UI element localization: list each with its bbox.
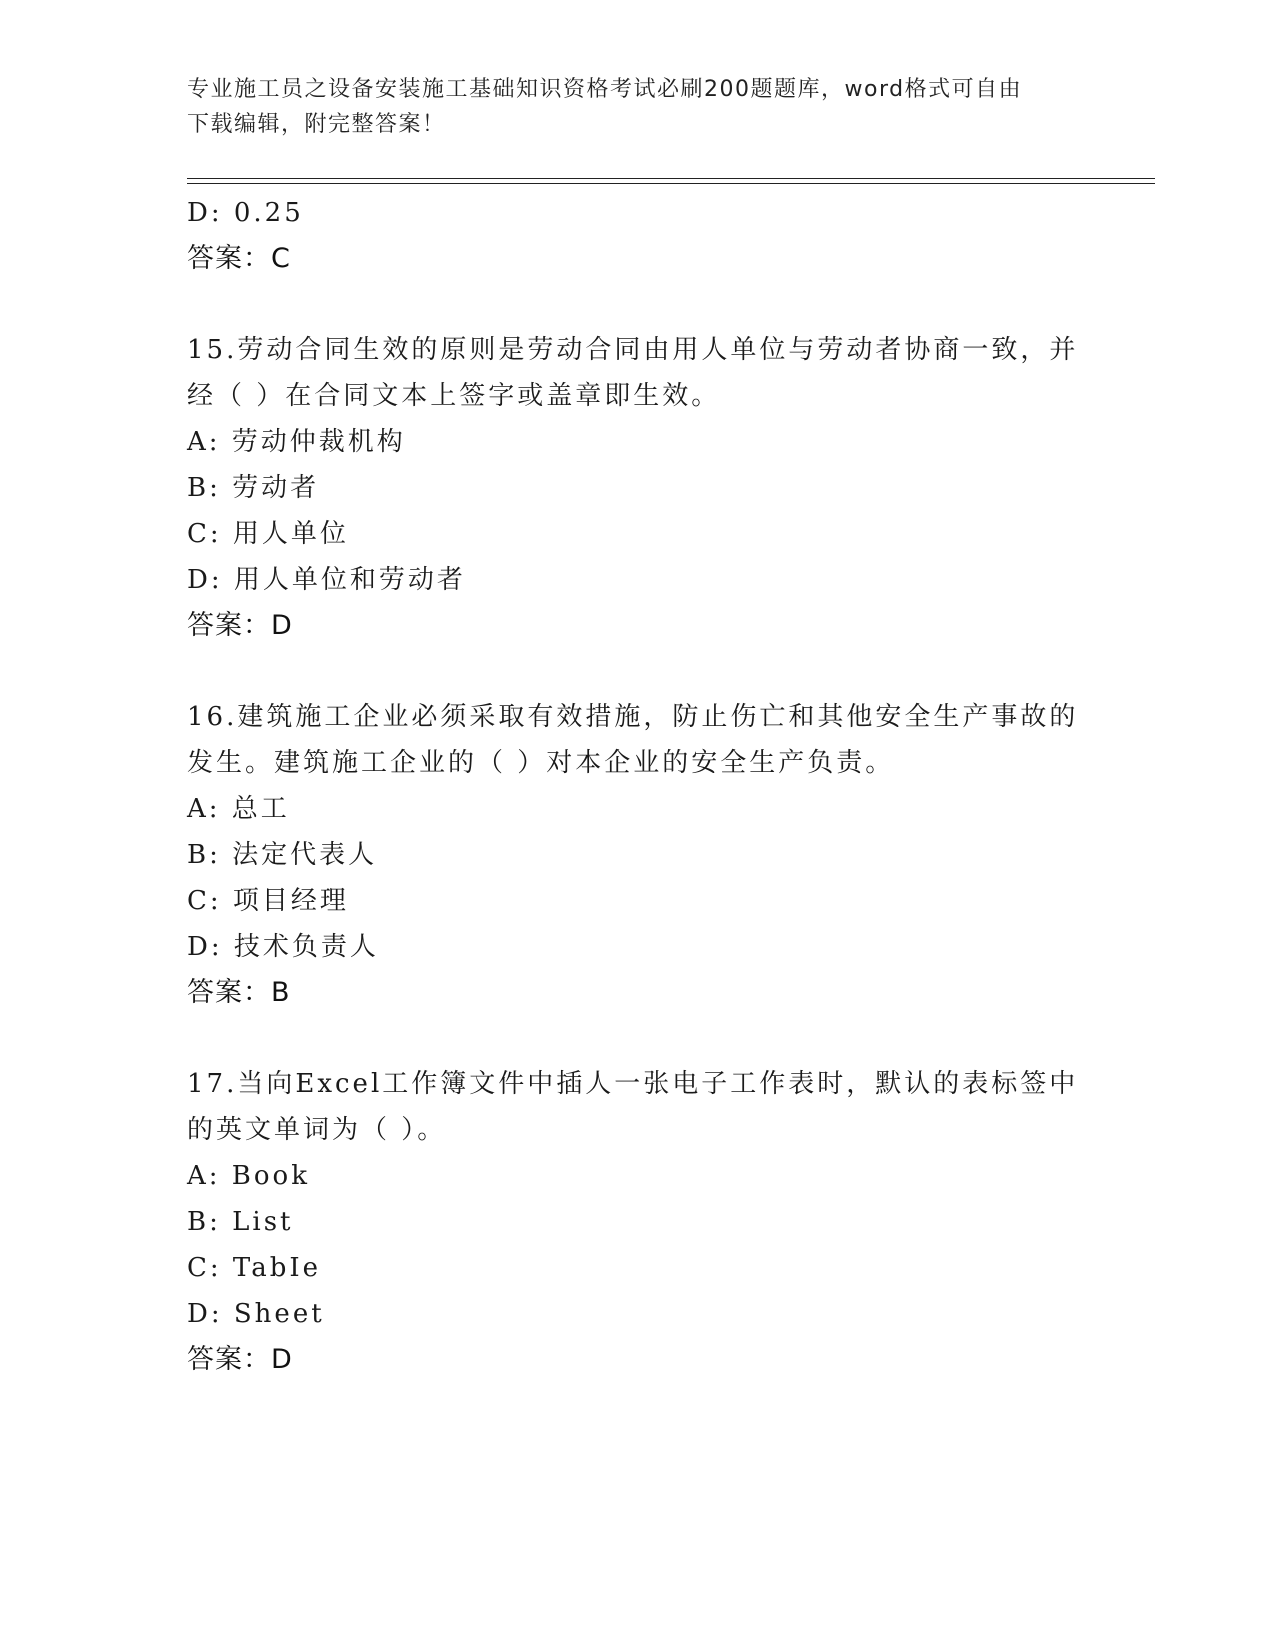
option-d: D: Sheet: [187, 1299, 325, 1329]
option-c: C: 项目经理: [187, 886, 349, 916]
option-a: A: 总工: [187, 794, 290, 824]
spacer: [187, 649, 1087, 694]
document-body: [187, 190, 1087, 1383]
option-b: B: 劳动者: [187, 473, 320, 503]
option-b: B: List: [187, 1207, 294, 1237]
answer-line: 答案：D: [187, 610, 293, 641]
header-title-line-2: 下载编辑，附完整答案！: [187, 112, 446, 137]
question-stem-line-1: 17.当向Excel工作簿文件中插人一张电子工作表时，默认的表标签中: [187, 1069, 1079, 1099]
question-stem-line-1: 15.劳动合同生效的原则是劳动合同由用人单位与劳动者协商一致，并: [187, 335, 1079, 365]
spacer: [187, 1016, 1087, 1061]
option-d: D: 技术负责人: [187, 932, 379, 962]
previous-question-tail: [187, 190, 1087, 282]
question-stem-line-2: 的英文单词为（ ）。: [187, 1115, 447, 1145]
answer-line: 答案：B: [187, 977, 291, 1008]
question-stem-line-2: 发生。建筑施工企业的（ ）对本企业的安全生产负责。: [187, 748, 895, 778]
question-16: [187, 694, 1087, 1016]
header-title-line-1: 专业施工员之设备安装施工基础知识资格考试必刷200题题库，word格式可自由: [187, 77, 1023, 102]
answer-line: 答案：C: [187, 243, 291, 274]
question-stem-line-2: 经（ ）在合同文本上签字或盖章即生效。: [187, 381, 721, 411]
question-17: [187, 1061, 1087, 1383]
spacer: [187, 282, 1087, 327]
document-header: [187, 72, 1087, 142]
answer-line: 答案：D: [187, 1344, 293, 1375]
header-rule-top: [187, 178, 1155, 179]
question-15: [187, 327, 1087, 649]
option-a: A: Book: [187, 1161, 310, 1191]
option-b: B: 法定代表人: [187, 840, 378, 870]
option-d: D: 用人单位和劳动者: [187, 565, 466, 595]
header-rule-bottom: [187, 183, 1155, 184]
option-d: D: 0.25: [187, 198, 304, 228]
option-a: A: 劳动仲裁机构: [187, 427, 406, 457]
option-c: C: TabIe: [187, 1253, 322, 1283]
option-c: C: 用人单位: [187, 519, 349, 549]
question-stem-line-1: 16.建筑施工企业必须采取有效措施，防止伤亡和其他安全生产事故的: [187, 702, 1079, 732]
